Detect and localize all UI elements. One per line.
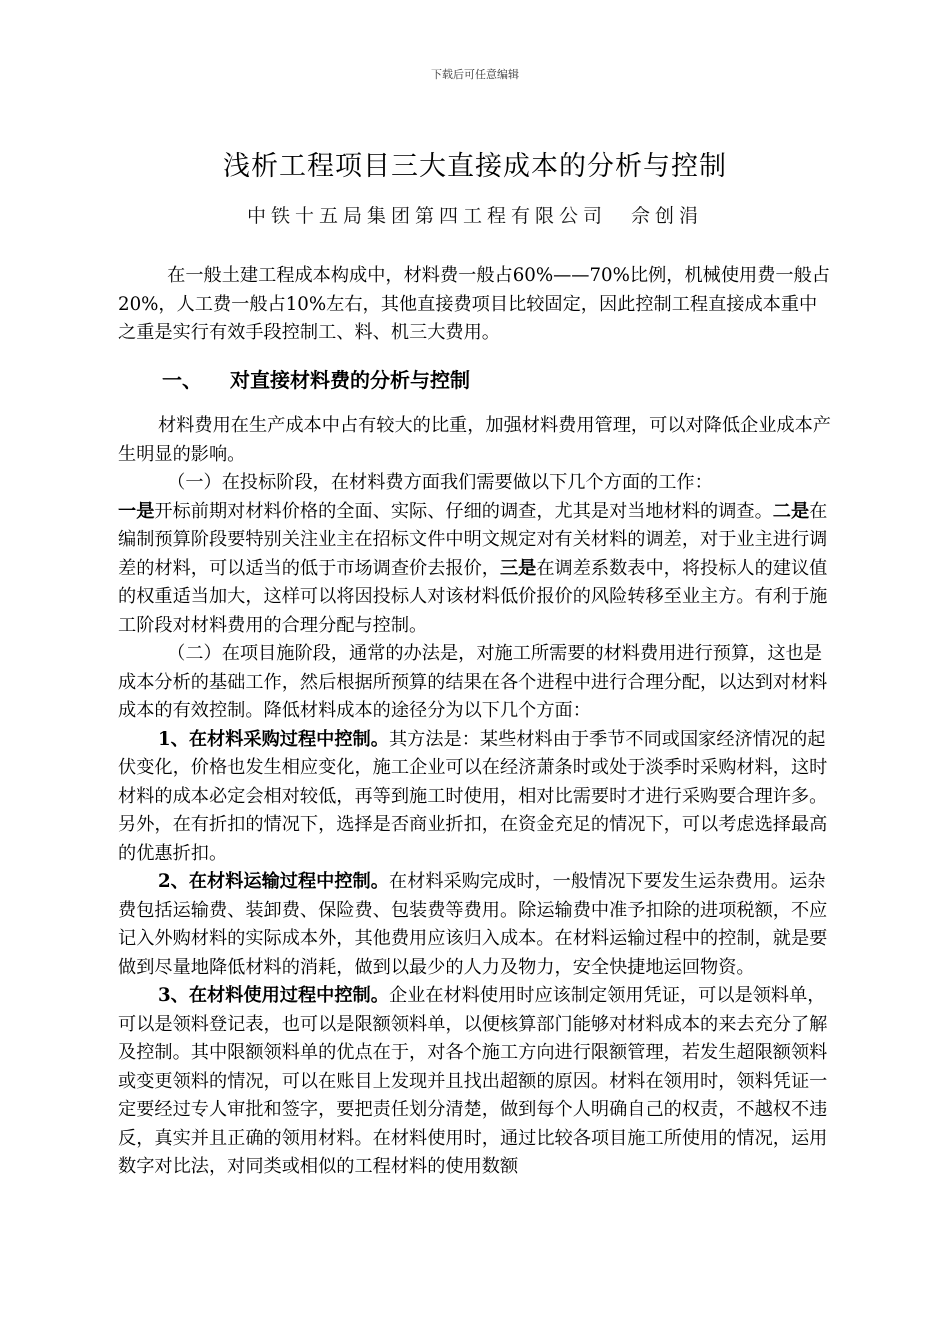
purchase-control-text: 其方法是：某些材料由于季节不同或国家经济情况的起伏变化，价格也发生相应变化，施工企业可以在经济萧条时或处于淡季时采购材料，这时材料的成本必定会相对较低，再等到施工时使用，相对比需要时才进行采购要合理许多。另外，在有折扣的情况下，选择是否商业折扣，在资金充足的情况下，可以考虑选择最高的优惠折扣。 <box>118 728 828 864</box>
section-title: 对直接材料费的分析与控制 <box>230 367 470 392</box>
paragraph-transport-control <box>118 868 834 982</box>
paragraph-material-cost: 材料费用在生产成本中占有较大的比重，加强材料费用管理，可以对降低企业成本产生明显的影响。 <box>118 415 831 465</box>
point-3-text: 在调差系数表中，将投标人的建议值的权重适当加大，这样可以将因投标人对该材料低价报价的风险转移至业主方。有利于施工阶段对材料费用的合理分配与控制。 <box>118 557 828 636</box>
paragraph-usage-control <box>118 982 834 1182</box>
usage-control-heading: 3、在材料使用过程中控制。 <box>158 985 389 1006</box>
transport-control-text: 在材料采购完成时，一般情况下要发生运杂费用。运杂费包括运输费、装卸费、保险费、包装费等费用。除运输费中准予扣除的进项税额，不应记入外购材料的实际成本外，其他费用应该归入成本。在材料运输过程中的控制，就是要做到尽量地降低材料的消耗，做到以最少的人力及物力，安全快捷地运回物资。 <box>118 871 828 978</box>
paragraph-construction-stage: （二）在项目施阶段，通常的办法是，对施工所需要的材料费用进行预算，这也是成本分析的基础工作，然后根据所预算的结果在各个进程中进行合理分配，以达到对材料成本的有效控制。降低材料成本的途径分为以下几个方面： <box>118 643 828 721</box>
point-1-text: 开标前期对材料价格的全面、实际、仔细的调查，尤其是对当地材料的调查。 <box>154 500 773 522</box>
document-title: 浅析工程项目三大直接成本的分析与控制 <box>223 151 727 182</box>
point-2-label: 二是 <box>772 500 810 522</box>
point-2-text: 在编制预算阶段要特别关注业主在招标文件中明文规定对有关材料的调差，对于业主进行调差的材料，可以适当的低于市场调查价去报价， <box>118 500 828 579</box>
section-number: 一、 <box>162 367 202 392</box>
document-body <box>118 262 834 1182</box>
page-header-note: 下载后可任意编辑 <box>431 68 519 81</box>
point-3-label: 三是 <box>499 557 537 579</box>
point-1-label: 一是 <box>118 500 155 522</box>
paragraph-bidding-points <box>118 498 834 641</box>
paragraph-purchase-control <box>118 726 834 869</box>
usage-control-text: 企业在材料使用时应该制定领用凭证，可以是领料单，可以是领料登记表，也可以是限额领料单，以便核算部门能够对材料成本的来去充分了解及控制。其中限额领料单的优点在于，对各个施工方向进行限额管理，若发生超限额领料或变更领料的情况，可以在账目上发现并且找出超额的原因。材料在领用时，领料凭证一定要经过专人审批和签字，要把责任划分清楚，做到每个人明确自己的权责，不越权不违反，真实并且正确的领用材料。在材料使用时，通过比较各项目施工所使用的情况，运用数字对比法，对同类或相似的工程材料的使用数额 <box>118 985 828 1177</box>
paragraph-bidding-stage: （一）在投标阶段，在材料费方面我们需要做以下几个方面的工作： <box>167 472 713 493</box>
section-heading <box>162 366 834 395</box>
transport-control-heading: 2、在材料运输过程中控制。 <box>158 871 389 892</box>
purchase-control-heading: 1、在材料采购过程中控制。 <box>158 728 389 750</box>
intro-paragraph: 在一般土建工程成本构成中，材料费一般占60%——70%比例，机械使用费一般占20%，人工费一般占10%左右，其他直接费项目比较固定，因此控制工程直接成本重中之重是实行有效手段控制工、料、机三大费用。 <box>118 265 830 343</box>
document-author-line: 中铁十五局集团第四工程有限公司 佘创涓 <box>246 205 703 227</box>
